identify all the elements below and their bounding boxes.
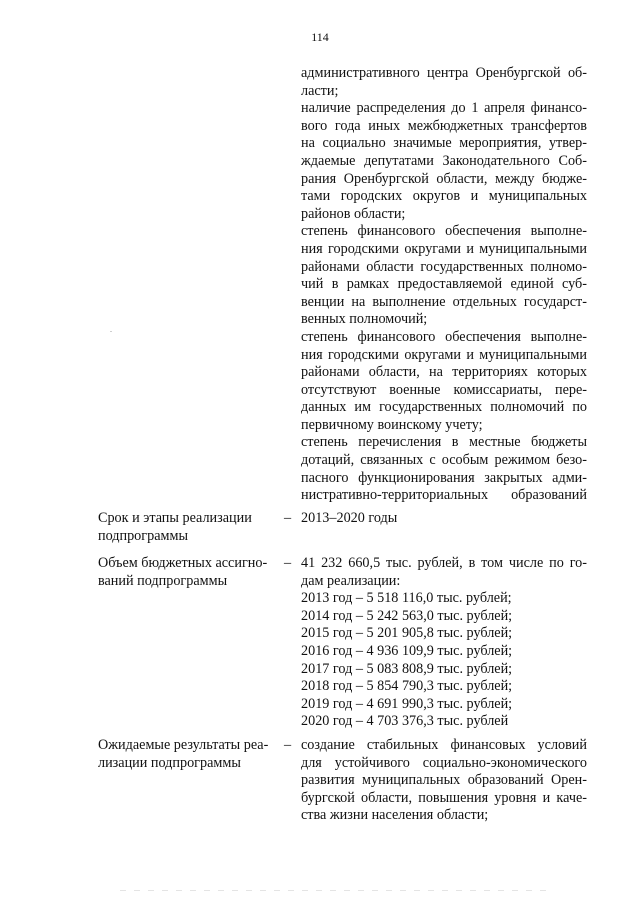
row-dash: – [284,737,292,753]
text-line: на социально значимые мероприятия, утвер- [301,135,587,152]
page-number: 114 [311,30,329,44]
text-line: степень финансового обеспечения выполне- [301,328,587,345]
text-line: ласти; [301,82,339,99]
value-line: 2014 год – 5 242 563,0 тыс. рублей; [301,607,513,624]
scan-artifact [120,890,550,891]
value-line: дам реализации: [301,572,401,589]
value-line: 2013–2020 годы [301,510,398,526]
value-line: развития муниципальных образований Орен- [301,772,587,789]
text-line: наличие распределения до 1 апреля финансо- [301,100,587,117]
text-line: первичному воинскому учету; [301,416,483,433]
text-line: районами области, на территориях которых [301,364,587,381]
row-value [301,510,587,528]
continued-goals-text [301,65,587,505]
row-dash: – [284,555,292,571]
value-line: 2013 год – 5 518 116,0 тыс. рублей; [301,590,512,607]
scan-artifact [110,331,112,332]
text-line: венных полномочий; [301,311,428,328]
row-value [301,737,587,825]
label-line: лизации подпрограммы [98,754,241,771]
text-line: административного центра Оренбургской об- [301,65,587,81]
text-line: степень финансового обеспечения выполне- [301,223,587,240]
row-label [98,555,278,590]
value-line: 2019 год – 4 691 990,3 тыс. рублей; [301,695,513,712]
row-label [98,737,278,772]
value-line: 2020 год – 4 703 376,3 тыс. рублей [301,713,509,730]
label-line: Срок и этапы реализации [98,510,252,526]
row-value [301,555,587,731]
value-line: бургской области, повышения уровня и каче- [301,789,587,806]
text-line: рания Оренбургской области, между бюдже- [301,170,587,187]
label-line: ваний подпрограммы [98,572,228,589]
text-line: дотаций, связанных с особым режимом безо- [301,452,587,469]
label-line: подпрограммы [98,527,188,544]
text-line: данных им государственных полномочий по [301,399,587,416]
row-dash: – [284,510,292,526]
text-line: ния городскими округами и муниципальными [301,240,587,257]
value-line: 2018 год – 5 854 790,3 тыс. рублей; [301,678,513,695]
text-line: районами области государственных полномо- [301,258,587,275]
value-line: 2015 год – 5 201 905,8 тыс. рублей; [301,625,513,642]
value-line: для устойчивого социально-экономического [301,754,587,771]
text-line: отсутствуют военные комиссариаты, пере- [301,381,587,398]
text-line: нистративно-территориальных образований [301,487,587,504]
text-line: ждаемые депутатами Законодательного Соб- [301,152,587,169]
value-line: 2016 год – 4 936 109,9 тыс. рублей; [301,642,513,659]
text-line: тами городских округов и муниципальных [301,188,587,205]
label-line: Объем бюджетных ассигно- [98,555,268,571]
text-line: степень перечисления в местные бюджеты [301,434,587,451]
value-line: ства жизни населения области; [301,807,489,824]
text-line: вого года иных межбюджетных трансфертов [301,117,587,134]
value-line: 2017 год – 5 083 808,9 тыс. рублей; [301,660,513,677]
label-line: Ожидаемые результаты реа- [98,737,269,753]
value-line: 41 232 660,5 тыс. рублей, в том числе по го- [301,555,587,571]
text-line: венции на выполнение отдельных государст- [301,293,587,310]
row-label [98,510,278,545]
text-line: пасного функционирования закрытых адми- [301,469,587,486]
text-line: районов области; [301,205,406,222]
text-line: чий в рамках предоставляемой единой суб- [301,276,587,293]
value-line: создание стабильных финансовых условий [301,737,587,753]
text-line: ния городскими округами и муниципальными [301,346,587,363]
